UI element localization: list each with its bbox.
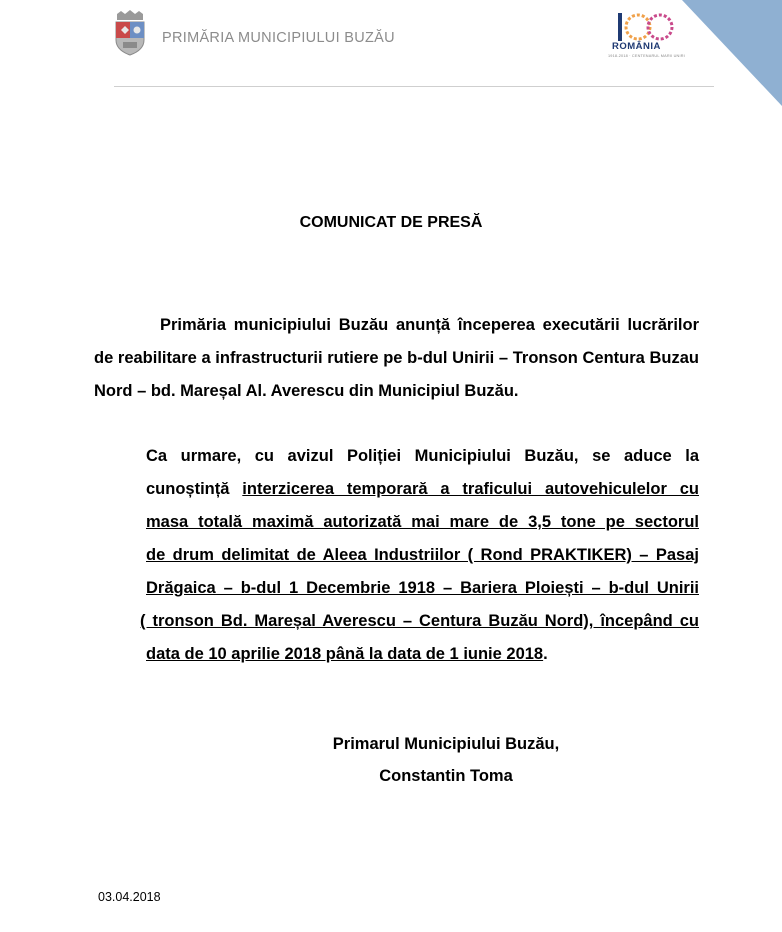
centenary-tagline: 1918-2018 · CENTENARUL MARII UNIRI — [608, 54, 685, 58]
paragraph-announcement: Primăria municipiului Buzău anunță începerea executării lucrărilor de reabilitare a infrastructurii rutiere pe b-dul Unirii – Tronson Centura Buzau Nord – bd. Mareșal Al. Averescu din Municipiul Buzău. — [94, 316, 699, 400]
text-fragment: . — [543, 645, 548, 663]
paragraph-traffic-restriction — [94, 440, 699, 671]
underlined-text-line: ( tronson Bd. Mareșal Averescu – Centura Buzău Nord), începând cu — [140, 612, 699, 630]
underlined-text-line: de drum delimitat de Aleea Industriilor ( Rond PRAKTIKER) – Pasaj — [146, 546, 699, 564]
coat-of-arms-icon — [113, 10, 147, 56]
text-line — [94, 638, 699, 671]
underlined-text: data de 10 aprilie 2018 până la data de 1 iunie 2018 — [146, 645, 544, 663]
underlined-text-line: Drăgaica – b-dul 1 Decembrie 1918 – Bariera Ploiești – b-dul Unirii — [146, 579, 699, 597]
text-line — [94, 473, 699, 506]
page-title: COMUNICAT DE PRESĂ — [299, 214, 483, 231]
underlined-text-line: masa totală maximă autorizată mai mare de 3,5 tone pe sectorul — [146, 513, 699, 531]
text-fragment: cunoștință — [146, 480, 243, 498]
header-divider — [114, 86, 714, 87]
text-line: Ca urmare, cu avizul Poliției Municipiului Buzău, se aduce la — [146, 447, 699, 465]
centenary-logo — [606, 10, 685, 66]
document-date: 03.04.2018 — [98, 890, 161, 904]
signature-title: Primarul Municipiului Buzău, — [332, 735, 560, 753]
underlined-text: interzicerea temporară a traficului autovehiculelor cu — [242, 480, 699, 498]
signature-name: Constantin Toma — [379, 767, 513, 785]
institution-name: PRIMĂRIA MUNICIPIULUI BUZĂU — [162, 30, 395, 46]
centenary-label: ROMÂNIA — [612, 41, 661, 52]
